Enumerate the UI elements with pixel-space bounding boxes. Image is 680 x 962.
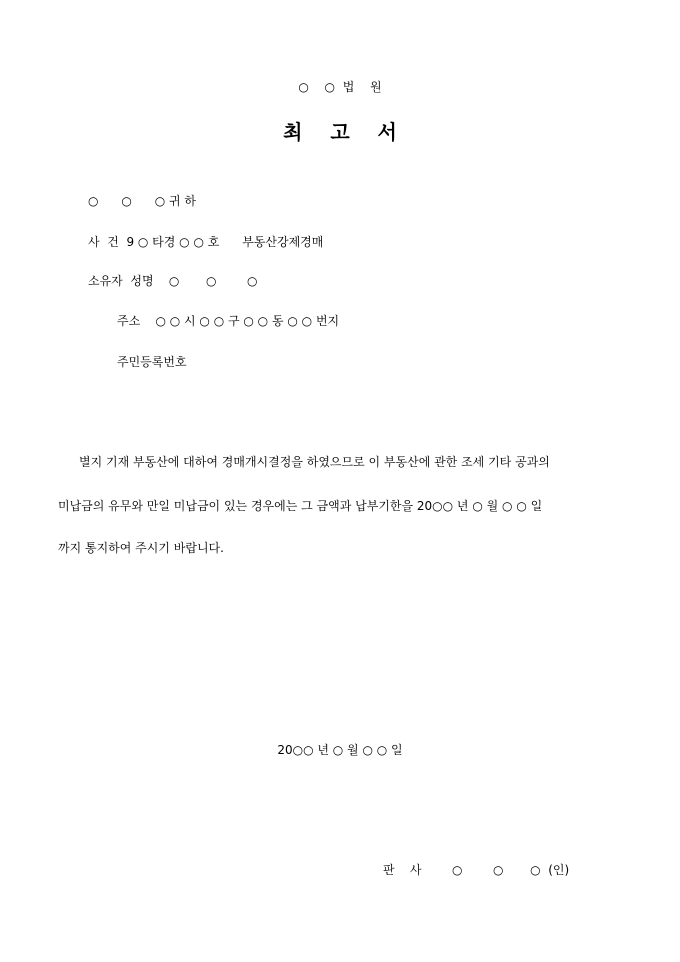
body-text-line-2: 미납금의 유무와 만일 미납금이 있는 경우에는 그 금액과 납부기한을 20○○ 년 ○ 월 ○ ○ 일 — [58, 499, 543, 513]
document-title: 최 고 서 — [283, 120, 397, 144]
judge-signature-line: 판 사 ○ ○ ○ (인) — [383, 863, 570, 877]
case-line: 사 건 9 ○ 타경 ○ ○ 호 부동산강제경매 — [88, 235, 324, 249]
body-text-line-3: 까지 통지하여 주시기 바랍니다. — [58, 541, 224, 555]
owner-line: 소유자 성명 ○ ○ ○ — [88, 274, 258, 288]
body-text-line-1: 별지 기재 부동산에 대하여 경매개시결정을 하였으므로 이 부동산에 관한 조세 기타 공과의 — [79, 455, 550, 469]
address-line: 주소 ○ ○ 시 ○ ○ 구 ○ ○ 동 ○ ○ 번지 — [117, 314, 340, 328]
resident-number-label: 주민등록번호 — [117, 355, 187, 369]
court-name: ○ ○ 법 원 — [298, 80, 382, 94]
recipient-line: ○ ○ ○ 귀 하 — [88, 194, 196, 208]
document-date: 20○○ 년 ○ 월 ○ ○ 일 — [277, 743, 403, 757]
